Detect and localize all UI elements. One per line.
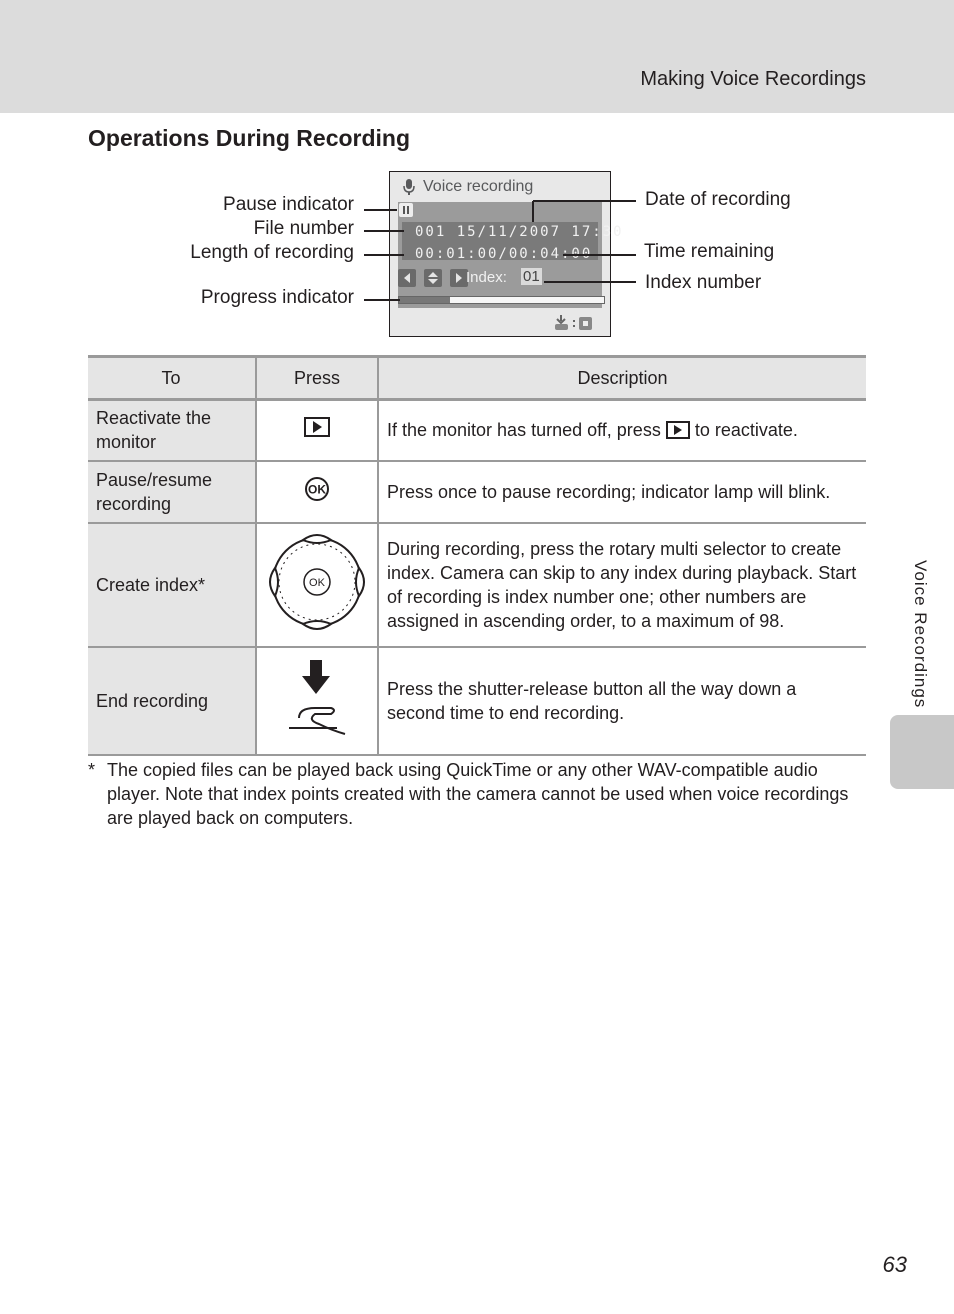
svg-text:OK: OK [309,576,325,589]
ok-button-icon [304,476,330,502]
row-description: During recording, press the rotary multi selector to create index. Camera can skip to any index during playback. Start of recording is index number one; other numbers are assigned in ascending order, to a maximum of 98. [378,523,866,647]
index-value: 01 [523,268,540,285]
description-text: to reactivate. [694,420,798,441]
row-to: Create index* [88,523,256,647]
callout-progress-indicator: Progress indicator [200,287,354,308]
page-number: 63 [882,1252,907,1277]
footnote-text: The copied files can be played back using QuickTime or any other WAV-compatible audio player. Note that index points created with the camera cannot be used when voice recordings are played back on computers. [107,760,849,828]
file-date-readout: 001 15/11/2007 17:30 [415,224,624,240]
operations-table [88,355,866,756]
row-description: Press the shutter-release button all the way down a second time to end recording. [378,647,866,755]
row-description [378,400,866,461]
table-row [88,400,866,461]
description-text: If the monitor has turned off, press [387,420,661,441]
table-row [88,461,866,523]
row-press [256,647,378,755]
footnote-marker: * [88,760,96,780]
row-to: End recording [88,647,256,755]
callout-lines [0,0,954,350]
shutter-release-icon [285,658,349,738]
callout-pause-indicator: Pause indicator [223,194,354,215]
play-button-icon [304,417,330,437]
chapter-title: Making Voice Recordings [640,68,866,90]
row-to: Reactivate the monitor [88,400,256,461]
rotary-multi-selector-icon [267,532,367,632]
callout-index-number: Index number [645,272,762,293]
side-tab [890,715,954,789]
callout-time-remaining: Time remaining [644,241,775,262]
column-header-press: Press [256,357,378,400]
callout-date-of-recording: Date of recording [645,189,791,210]
side-tab-label: Voice Recordings [911,560,930,709]
table-header-row [88,357,866,400]
lcd-title: Voice recording [423,178,534,195]
svg-text:OK: OK [308,482,326,496]
row-press [256,400,378,461]
index-label: Index: [466,269,507,286]
row-press [256,523,378,647]
row-to: Pause/resume recording [88,461,256,523]
section-title: Operations During Recording [88,125,411,151]
callout-length-of-recording: Length of recording [190,242,354,263]
row-press [256,461,378,523]
table-row [88,647,866,755]
callout-file-number: File number [253,218,354,239]
table-row [88,523,866,647]
row-description: Press once to pause recording; indicator lamp will blink. [378,461,866,523]
length-readout: 00:01:00/00:04:00 [415,246,593,262]
play-button-icon [666,421,690,439]
column-header-to: To [88,357,256,400]
column-header-description: Description [378,357,866,400]
